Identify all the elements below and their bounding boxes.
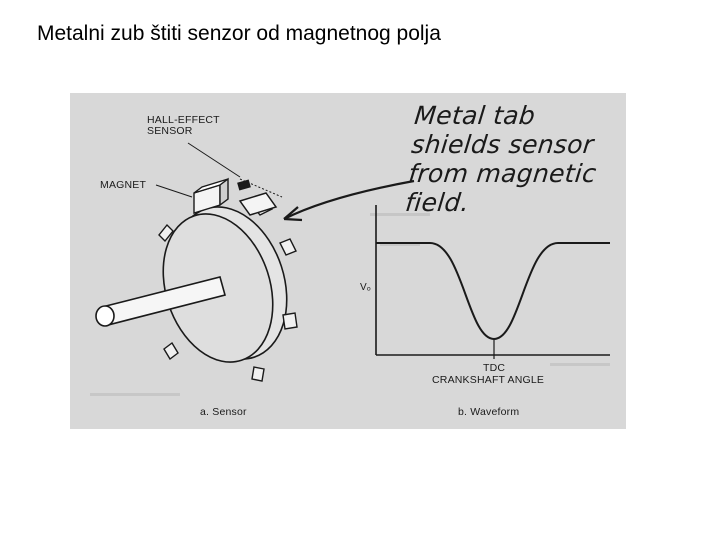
annotation-line-3: from magnetic	[406, 159, 598, 188]
caption-waveform: b. Waveform	[458, 406, 520, 418]
annotation-line-1: Metal tab	[413, 101, 537, 130]
slide-title: Metalni zub štiti senzor od magnetnog polja	[37, 22, 441, 45]
hall-effect-sensor-label-line1: HALL-EFFECT	[147, 114, 220, 126]
vo-axis-label: Vₒ	[360, 282, 371, 293]
shielding-tab	[240, 193, 276, 215]
handwritten-annotation	[404, 101, 604, 217]
crankshaft-angle-label: CRANKSHAFT ANGLE	[432, 374, 545, 386]
caption-sensor: a. Sensor	[200, 406, 247, 418]
waveform-plot	[376, 205, 610, 359]
annotation-line-4: field.	[403, 188, 471, 217]
arrow-head-icon	[284, 207, 302, 220]
waveform-curve	[376, 243, 610, 339]
hall-effect-sensor-label-line2: SENSOR	[147, 125, 193, 137]
sensor-diagram-figure	[70, 93, 626, 429]
annotation-line-2: shields sensor	[410, 130, 596, 159]
magnet-label: MAGNET	[100, 179, 147, 191]
tdc-label: TDC	[483, 362, 506, 374]
